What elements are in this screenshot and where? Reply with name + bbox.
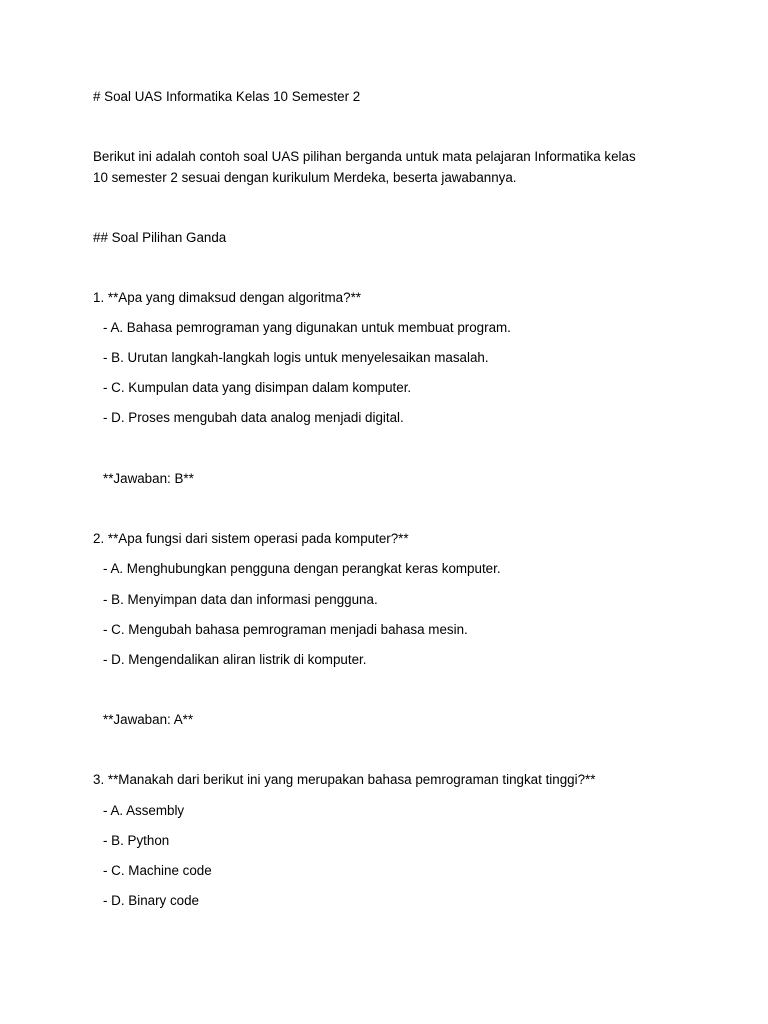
question-1-option-a: - A. Bahasa pemrograman yang digunakan untuk membuat program.: [103, 320, 511, 335]
question-2-option-a: - A. Menghubungkan pengguna dengan perangkat keras komputer.: [103, 561, 501, 576]
question-1-option-c: - C. Kumpulan data yang disimpan dalam komputer.: [103, 380, 412, 395]
question-1-option-d: - D. Proses mengubah data analog menjadi digital.: [103, 410, 404, 425]
question-2: 2. **Apa fungsi dari sistem operasi pada komputer?**: [93, 531, 409, 546]
question-2-option-c: - C. Mengubah bahasa pemrograman menjadi bahasa mesin.: [103, 622, 468, 637]
question-2-option-b: - B. Menyimpan data dan informasi pengguna.: [103, 592, 378, 607]
question-1-option-b: - B. Urutan langkah-langkah logis untuk menyelesaikan masalah.: [103, 350, 489, 365]
document-title: # Soal UAS Informatika Kelas 10 Semester 2: [93, 89, 361, 104]
question-3: 3. **Manakah dari berikut ini yang merupakan bahasa pemrograman tingkat tinggi?**: [93, 772, 596, 787]
question-3-option-a: - A. Assembly: [103, 803, 185, 818]
question-3-option-d: - D. Binary code: [103, 893, 200, 908]
section-heading: ## Soal Pilihan Ganda: [93, 230, 227, 245]
question-3-option-c: - C. Machine code: [103, 863, 212, 878]
question-1-answer: **Jawaban: B**: [103, 471, 194, 486]
question-2-option-d: - D. Mengendalikan aliran listrik di komputer.: [103, 652, 367, 667]
intro-paragraph-line-2: 10 semester 2 sesuai dengan kurikulum Merdeka, beserta jawabannya.: [93, 170, 517, 185]
question-3-option-b: - B. Python: [103, 833, 170, 848]
question-1: 1. **Apa yang dimaksud dengan algoritma?**: [93, 290, 361, 305]
question-2-answer: **Jawaban: A**: [103, 712, 194, 727]
intro-paragraph-line-1: Berikut ini adalah contoh soal UAS pilihan berganda untuk mata pelajaran Informatika kelas: [93, 149, 636, 164]
